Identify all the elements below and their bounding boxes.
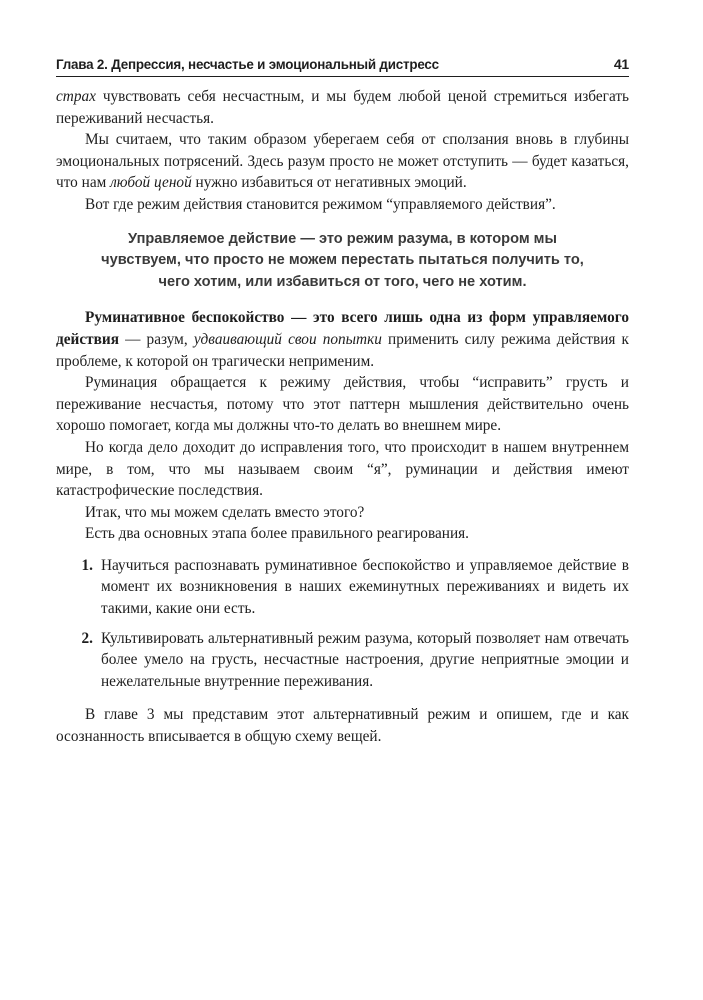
paragraph-1 — [56, 86, 629, 129]
paragraph-4-text-b: применить силу режима действия к проблеме, к которой он трагически неприменим. — [56, 330, 629, 370]
list-item-text: Культивировать альтернативный режим разума, который позволяет нам отвечать более умело на грусть, несчастные настроения, другие неприятные эмоции и нежелательные внутренние переживания. — [101, 629, 629, 690]
running-header — [56, 56, 629, 77]
paragraph-4-text-a: — разум, — [119, 330, 194, 348]
paragraph-5: Руминация обращается к режиму действия, чтобы “исправить” грусть и переживание несчастья, потому что этот паттерн мышления действительно очень хорошо помогает, когда мы должны что-то делать во внешнем мире. — [56, 374, 629, 435]
paragraph-9: В главе 3 мы представим этот альтернативный режим и опишем, где и как осознанность вписывается в общую схему вещей. — [56, 706, 629, 746]
paragraph-8: Есть два основных этапа более правильного реагирования. — [85, 525, 469, 543]
paragraph-7: Итак, что мы можем сделать вместо этого? — [85, 503, 365, 521]
paragraph-4 — [56, 307, 629, 372]
paragraph-4-italic: удваивающий свои попытки — [193, 330, 382, 348]
list-item — [56, 555, 629, 620]
paragraph-4-bold: Руминативное беспокойство — это всего лишь одна из форм управляемого действия — [56, 309, 629, 348]
highlight-line-1: Управляемое действие — это режим разума, в котором мы — [128, 230, 557, 247]
list-item — [56, 628, 629, 693]
highlighted-definition — [56, 229, 629, 294]
highlight-line-2: чувствуем, что просто не можем перестать пытаться получить то, — [101, 252, 584, 269]
page-body — [56, 86, 629, 748]
paragraph-2 — [56, 129, 629, 194]
paragraph-3: Вот где режим действия становится режимом “управляемого действия”. — [85, 195, 556, 213]
list-item-number: 2. — [81, 629, 93, 647]
paragraph-1-text: чувствовать себя несчастным, и мы будем любой ценой стремиться избегать переживаний несчастья. — [56, 88, 629, 127]
paragraph-2-italic: любой ценой — [110, 174, 192, 192]
list-item-text: Научиться распознавать руминативное беспокойство и управляемое действие в момент их возникновения в наших ежеминутных переживаниях и видеть их такими, какие они есть. — [101, 556, 629, 618]
paragraph-2-text-b: нужно избавиться от негативных эмоций. — [191, 174, 467, 192]
paragraph-6: Но когда дело доходит до исправления того, что происходит в нашем внутреннем мире, в том, что мы называем своим “я”, руминации и действия имеют катастрофические последствия. — [56, 438, 629, 500]
steps-list — [56, 555, 629, 693]
list-item-number: 1. — [81, 556, 93, 574]
page-number: 41 — [613, 56, 629, 72]
chapter-title: Глава 2. Депрессия, несчастье и эмоциональный дистресс — [56, 57, 439, 72]
paragraph-1-italic: страх — [56, 88, 96, 105]
highlight-line-3: чего хотим, или избавиться от того, чего не хотим. — [158, 273, 527, 290]
paragraph-2-text-a: Мы считаем, что таким образом уберегаем себя от сползания вновь в глубины эмоциональных потрясений. Здесь разум просто не может отступить — будет казаться, что нам — [56, 131, 629, 192]
